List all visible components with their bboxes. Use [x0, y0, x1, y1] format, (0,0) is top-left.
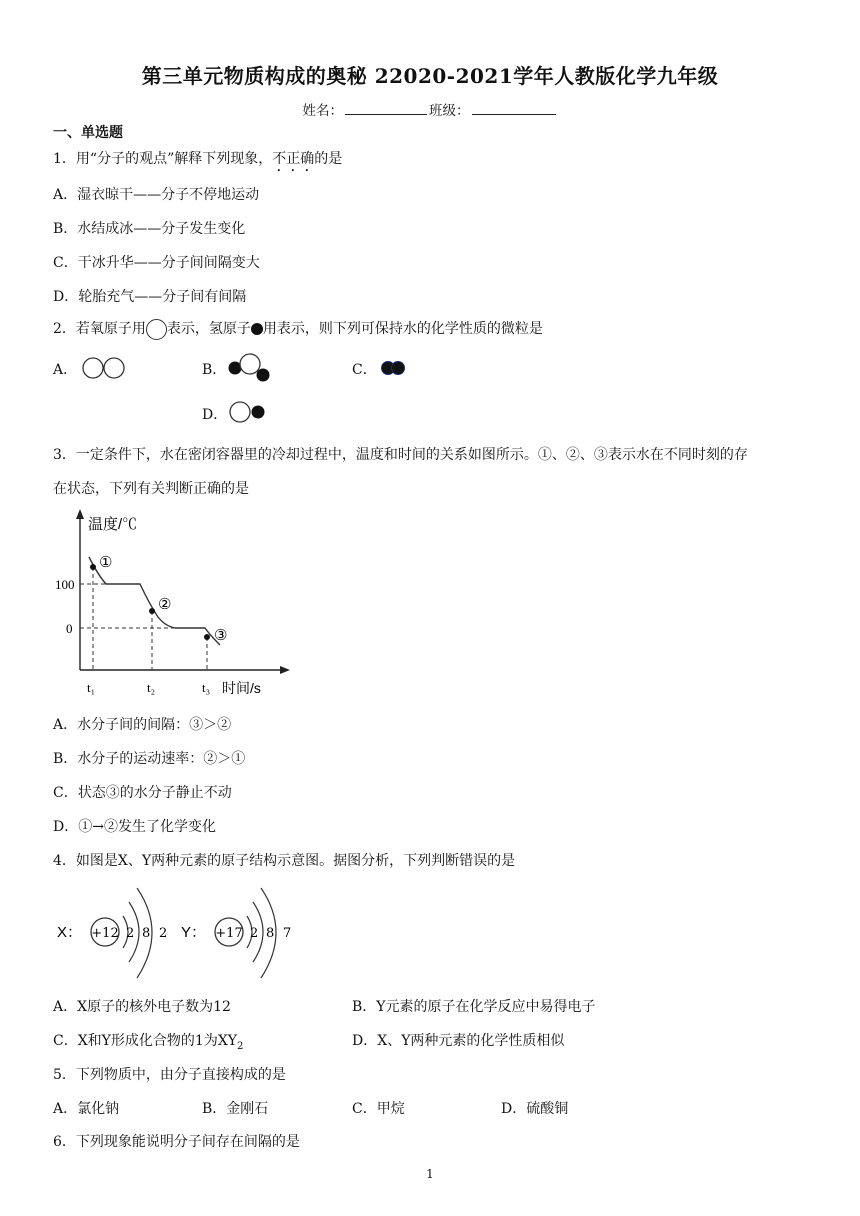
state-2-point — [149, 608, 155, 614]
x-axis-arrow — [280, 666, 290, 674]
q2-stem-b: 表示，氢原子 — [166, 321, 251, 337]
q2-option-c-label: C． — [352, 362, 377, 378]
q3-option-c: C．状态③的水分子静止不动 — [53, 785, 232, 801]
q3-option-b: B．水分子的运动速率：②＞① — [53, 751, 246, 767]
q4-stem: 4．如图是X、Y两种元素的原子结构示意图。据图分析，下列判断错误的是 — [53, 853, 516, 869]
page-title: 第三单元物质构成的奥秘 22020-2021学年人教版化学九年级 — [141, 64, 719, 88]
state-2-label: ② — [158, 595, 172, 613]
q2-option-d-label: D． — [202, 407, 228, 423]
state-1-label: ① — [99, 553, 113, 571]
y-axis-label: 温度/℃ — [88, 516, 138, 533]
q3-option-a: A．水分子间的间隔：③＞② — [53, 717, 232, 733]
q1-option-b: B．水结成冰——分子发生变化 — [53, 221, 246, 237]
q2-option-d-molecule-icon — [228, 400, 272, 426]
section-heading: 一、单选题 — [53, 125, 123, 141]
atom-x-shell-3-electrons: 2 — [159, 926, 168, 941]
q1-option-d: D．轮胎充气——分子间有间隔 — [53, 289, 247, 305]
q4-option-c-text: C．X和Y形成化合物的1为XY — [53, 1033, 238, 1049]
q2-stem-c: 用表示，则下列可保持水的化学性质的微粒是 — [262, 321, 543, 337]
x-tick-t1: t₁ — [87, 680, 96, 695]
q4-option-d: D．X、Y两种元素的化学性质相似 — [352, 1033, 565, 1049]
q2-option-a-label: A． — [53, 362, 78, 378]
q3-option-d: D．①→②发生了化学变化 — [53, 819, 216, 835]
q6-stem: 6．下列现象能说明分子间存在间隔的是 — [53, 1134, 300, 1150]
name-blank — [345, 103, 427, 115]
class-label: 班级： — [429, 103, 470, 119]
student-info-line — [0, 99, 860, 119]
q4-option-c — [53, 1030, 243, 1052]
q5-option-c: C．甲烷 — [352, 1101, 405, 1117]
atom-y-nucleus-charge: +17 — [215, 926, 243, 941]
atomic-structure-diagram — [55, 878, 315, 988]
name-label: 姓名： — [302, 103, 343, 119]
q5-option-d: D．硫酸铜 — [501, 1101, 569, 1117]
state-3-label: ③ — [214, 626, 228, 644]
page-number: 1 — [426, 1167, 434, 1181]
atom-x-shell-1-electrons: 2 — [126, 926, 135, 941]
hydrogen-atom-icon — [251, 323, 263, 335]
atom-x-nucleus-charge: +12 — [91, 926, 119, 941]
oxygen-atom-icon — [146, 319, 167, 340]
x-tick-t3: t₃ — [202, 680, 211, 695]
q3-stem-line2: 在状态，下列有关判断正确的是 — [53, 481, 249, 497]
atom-x-shell-2-electrons: 8 — [142, 926, 151, 941]
q5-stem: 5．下列物质中，由分子直接构成的是 — [53, 1067, 286, 1083]
x-tick-t2: t₂ — [147, 680, 156, 695]
x-axis-label: 时间/s — [222, 680, 261, 696]
atom-y-shell-3-electrons: 7 — [283, 926, 292, 941]
y-axis-arrow — [76, 509, 84, 519]
q2-option-b-label: B． — [202, 362, 227, 378]
atom-x-label: X： — [57, 924, 83, 941]
q2-stem-a: 2．若氧原子用 — [53, 321, 146, 337]
q5-option-b: B．金刚石 — [202, 1101, 269, 1117]
q2-option-b-molecule-icon — [225, 350, 277, 386]
atom-y-label: Y： — [181, 924, 207, 941]
atom-y-shell-1-electrons: 2 — [250, 926, 259, 941]
q2-option-a-molecule-icon — [80, 355, 130, 381]
q1-stem-emphasis: 不正确 — [272, 151, 315, 167]
q2-option-c-molecule-icon — [378, 358, 412, 378]
q1-stem-pre: 1．用“分子的观点”解释下列现象， — [53, 151, 273, 167]
state-3-point — [204, 634, 210, 640]
q4-option-c-subscript: 2 — [237, 1040, 244, 1052]
y-tick-100: 100 — [55, 577, 75, 592]
q1-option-a: A．湿衣晾干——分子不停地运动 — [53, 187, 260, 203]
q1-stem — [53, 148, 342, 175]
q1-stem-post: 的是 — [314, 151, 343, 167]
state-1-point — [90, 564, 96, 570]
q3-stem-line1: 3．一定条件下，水在密闭容器里的冷却过程中，温度和时间的关系如图所示。①、②、③表示水在不同时刻的存 — [53, 447, 748, 463]
class-blank — [472, 103, 556, 115]
temperature-time-graph — [50, 505, 300, 700]
q4-option-b: B．Y元素的原子在化学反应中易得电子 — [352, 999, 596, 1015]
atom-y-shell-2-electrons: 8 — [266, 926, 275, 941]
y-tick-0: 0 — [66, 621, 73, 636]
q2-stem — [53, 318, 543, 340]
q1-option-c: C．干冰升华——分子间间隔变大 — [53, 255, 260, 271]
q5-option-a: A．氯化钠 — [53, 1101, 120, 1117]
q4-option-a: A．X原子的核外电子数为12 — [53, 999, 231, 1015]
